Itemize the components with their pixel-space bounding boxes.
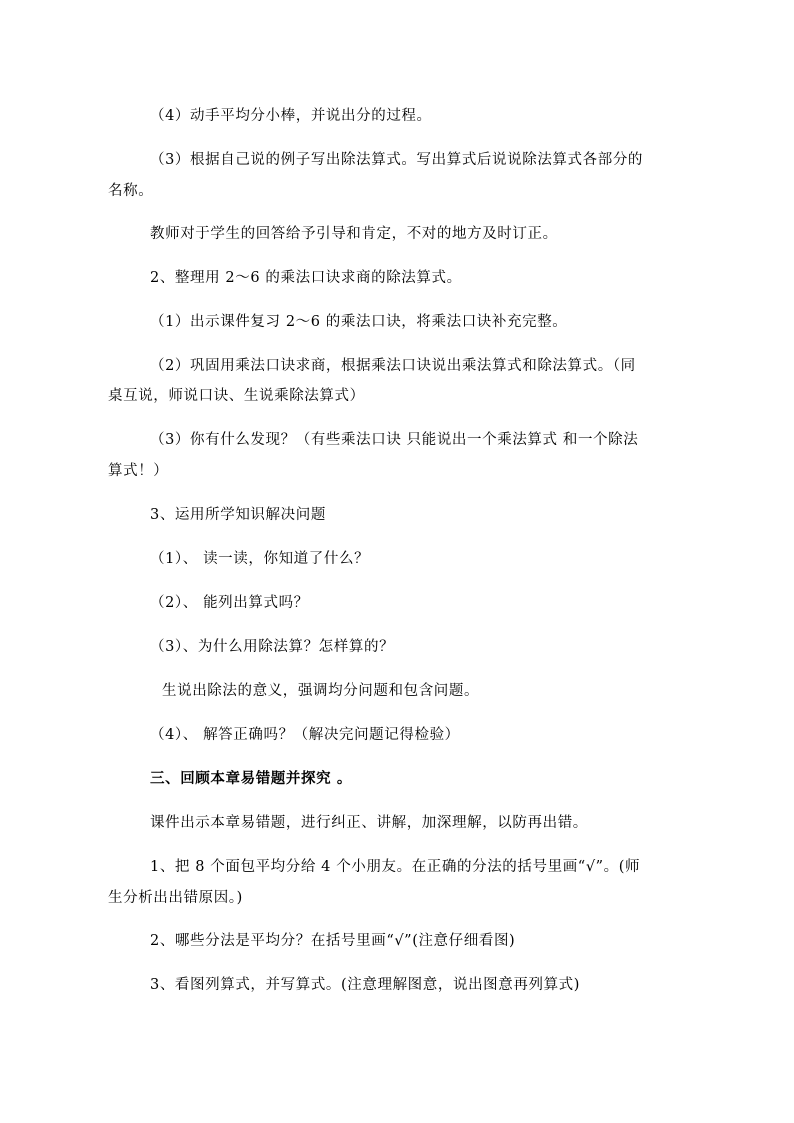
- paragraph-line: （1）、 读一读，你知道了什么？: [150, 551, 370, 567]
- paragraph-line: （3）根据自己说的例子写出除法算式。写出算式后说说除法算式各部分的: [150, 152, 644, 168]
- paragraph-line: 2、哪些分法是平均分？在括号里画“√”(注意仔细看图): [150, 933, 516, 949]
- paragraph-line: 3、运用所学知识解决问题: [150, 507, 326, 523]
- paragraph-line: 名称。: [108, 183, 154, 199]
- paragraph-line: 生分析出出错原因。): [108, 890, 243, 906]
- paragraph-line: （2）、 能列出算式吗？: [150, 595, 309, 611]
- paragraph-line: 教师对于学生的回答给予引导和肯定，不对的地方及时订正。: [150, 226, 558, 242]
- paragraph-line: 3、看图列算式，并写算式。(注意理解图意，说出图意再列算式): [150, 977, 581, 993]
- paragraph-line: 课件出示本章易错题，进行纠正、讲解，加深理解，以防再出错。: [150, 815, 588, 831]
- paragraph-line: （3）你有什么发现？（有些乘法口诀 只能说出一个乘法算式 和一个除法: [150, 432, 639, 448]
- paragraph-line: 桌互说，师说口诀、生说乘除法算式）: [108, 388, 365, 404]
- section-heading: 三、回顾本章易错题并探究 。: [150, 770, 352, 787]
- paragraph-line: （2）巩固用乘法口诀求商，根据乘法口诀说出乘法算式和除法算式。（同: [150, 358, 636, 374]
- paragraph-line: （1）出示课件复习 2～6 的乘法口诀，将乘法口诀补充完整。: [150, 314, 568, 330]
- paragraph-line: （4）、 解答正确吗？（解决完问题记得检验）: [150, 727, 460, 743]
- paragraph-line: 2、整理用 2～6 的乘法口诀求商的除法算式。: [150, 270, 462, 286]
- paragraph-line: （3）、为什么用除法算？怎样算的？: [150, 639, 395, 655]
- paragraph-line: 算式！）: [108, 463, 169, 479]
- paragraph-line: 生说出除法的意义，强调均分问题和包含问题。: [162, 683, 480, 699]
- paragraph-line: （4）动手平均分小棒，并说出分的过程。: [150, 108, 432, 124]
- paragraph-line: 1、把 8 个面包平均分给 4 个小朋友。在正确的分法的括号里画“√”。(师: [150, 859, 641, 875]
